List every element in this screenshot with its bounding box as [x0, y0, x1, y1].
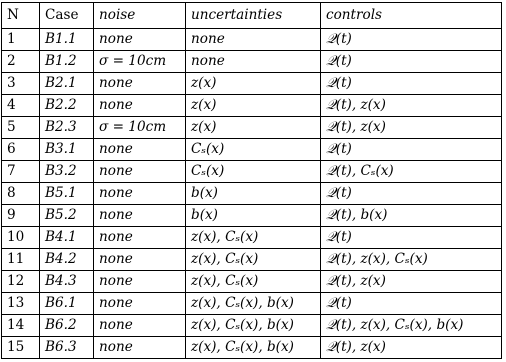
table-row: [2, 293, 502, 315]
table-row: [2, 117, 502, 139]
cell-noise: none: [94, 29, 186, 51]
cell-noise: none: [94, 139, 186, 161]
cell-n: 12: [2, 271, 40, 293]
cell-uncertainties: z(x), Cₛ(x): [186, 271, 321, 293]
cell-case: B2.3: [40, 117, 94, 139]
cell-uncertainties: z(x): [186, 73, 321, 95]
cell-noise: none: [94, 227, 186, 249]
header-row: [2, 3, 502, 29]
cell-case: B1.2: [40, 51, 94, 73]
cell-uncertainties: b(x): [186, 205, 321, 227]
header-noise: noise: [94, 3, 186, 29]
cell-n: 5: [2, 117, 40, 139]
cell-case: B5.1: [40, 183, 94, 205]
cell-controls: 𝒬(t), z(x): [321, 95, 502, 117]
cell-case: B4.3: [40, 271, 94, 293]
cell-n: 11: [2, 249, 40, 271]
table-row: [2, 249, 502, 271]
table-row: [2, 29, 502, 51]
cell-n: 4: [2, 95, 40, 117]
cell-case: B3.1: [40, 139, 94, 161]
header-case: Case: [40, 3, 94, 29]
cell-controls: 𝒬(t): [321, 183, 502, 205]
cell-n: 13: [2, 293, 40, 315]
cell-controls: 𝒬(t): [321, 73, 502, 95]
table-row: [2, 183, 502, 205]
table-row: [2, 227, 502, 249]
cell-n: 14: [2, 315, 40, 337]
cell-controls: 𝒬(t): [321, 29, 502, 51]
table-row: [2, 161, 502, 183]
cell-controls: 𝒬(t), z(x), Cₛ(x), b(x): [321, 315, 502, 337]
cell-noise: none: [94, 337, 186, 359]
cell-case: B1.1: [40, 29, 94, 51]
cell-uncertainties: Cₛ(x): [186, 139, 321, 161]
header-n: N: [2, 3, 40, 29]
cell-uncertainties: z(x): [186, 95, 321, 117]
cell-noise: none: [94, 95, 186, 117]
cell-n: 8: [2, 183, 40, 205]
cell-n: 7: [2, 161, 40, 183]
cell-case: B2.1: [40, 73, 94, 95]
cell-controls: 𝒬(t): [321, 139, 502, 161]
cell-noise: none: [94, 315, 186, 337]
cell-uncertainties: b(x): [186, 183, 321, 205]
cell-uncertainties: z(x), Cₛ(x), b(x): [186, 315, 321, 337]
cell-controls: 𝒬(t), z(x): [321, 337, 502, 359]
cell-noise: σ = 10cm: [94, 117, 186, 139]
cell-controls: 𝒬(t), z(x): [321, 271, 502, 293]
cell-controls: 𝒬(t), b(x): [321, 205, 502, 227]
cell-n: 15: [2, 337, 40, 359]
cell-n: 2: [2, 51, 40, 73]
cell-noise: none: [94, 249, 186, 271]
cell-case: B6.2: [40, 315, 94, 337]
cell-case: B6.3: [40, 337, 94, 359]
cell-noise: none: [94, 271, 186, 293]
cell-case: B3.2: [40, 161, 94, 183]
cell-noise: none: [94, 73, 186, 95]
table-row: [2, 51, 502, 73]
cell-uncertainties: Cₛ(x): [186, 161, 321, 183]
cell-case: B5.2: [40, 205, 94, 227]
table-row: [2, 205, 502, 227]
cell-controls: 𝒬(t): [321, 293, 502, 315]
cell-case: B4.2: [40, 249, 94, 271]
cell-n: 1: [2, 29, 40, 51]
cell-controls: 𝒬(t), z(x): [321, 117, 502, 139]
table-row: [2, 337, 502, 359]
cell-uncertainties: z(x): [186, 117, 321, 139]
header-uncertainties: uncertainties: [186, 3, 321, 29]
cell-controls: 𝒬(t), z(x), Cₛ(x): [321, 249, 502, 271]
cell-case: B4.1: [40, 227, 94, 249]
cell-n: 3: [2, 73, 40, 95]
cell-uncertainties: z(x), Cₛ(x), b(x): [186, 337, 321, 359]
cell-noise: none: [94, 161, 186, 183]
cases-table: [1, 2, 502, 359]
cell-uncertainties: none: [186, 51, 321, 73]
table-row: [2, 315, 502, 337]
cell-uncertainties: z(x), Cₛ(x), b(x): [186, 293, 321, 315]
table-row: [2, 271, 502, 293]
cell-uncertainties: z(x), Cₛ(x): [186, 227, 321, 249]
cell-noise: none: [94, 293, 186, 315]
cell-case: B2.2: [40, 95, 94, 117]
table-row: [2, 95, 502, 117]
cell-noise: σ = 10cm: [94, 51, 186, 73]
cell-noise: none: [94, 205, 186, 227]
cell-controls: 𝒬(t), Cₛ(x): [321, 161, 502, 183]
cell-n: 10: [2, 227, 40, 249]
cell-n: 9: [2, 205, 40, 227]
cell-uncertainties: z(x), Cₛ(x): [186, 249, 321, 271]
cell-uncertainties: none: [186, 29, 321, 51]
cell-controls: 𝒬(t): [321, 51, 502, 73]
cell-controls: 𝒬(t): [321, 227, 502, 249]
cell-n: 6: [2, 139, 40, 161]
cell-noise: none: [94, 183, 186, 205]
table-row: [2, 73, 502, 95]
table-row: [2, 139, 502, 161]
cell-case: B6.1: [40, 293, 94, 315]
header-controls: controls: [321, 3, 502, 29]
